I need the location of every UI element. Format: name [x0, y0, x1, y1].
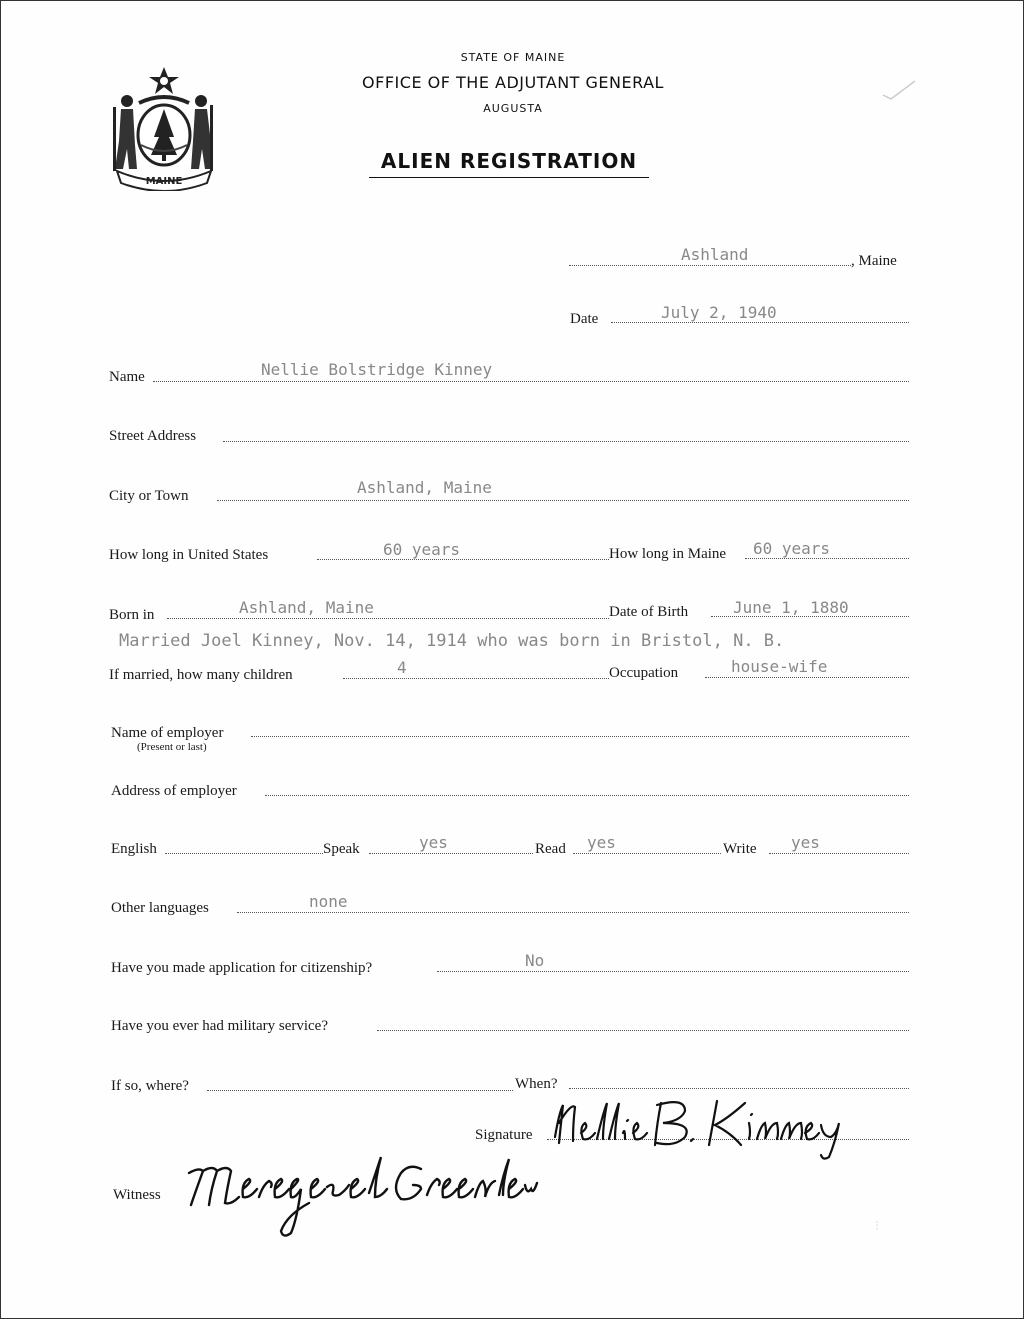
- city-town-label: City or Town: [109, 488, 189, 504]
- how-long-maine-value: 60 years: [753, 539, 831, 558]
- occupation-label: Occupation: [609, 665, 679, 681]
- date-of-birth-value: June 1, 1880: [733, 598, 849, 617]
- occupation-line: [705, 677, 909, 678]
- military-label: Have you ever had military service?: [111, 1018, 328, 1034]
- how-long-us-value: 60 years: [383, 540, 461, 559]
- town-line: [569, 265, 851, 266]
- citizenship-line: [437, 971, 909, 972]
- children-label: If married, how many children: [109, 667, 293, 683]
- city-town-line: [217, 500, 909, 501]
- english-label: English: [111, 841, 157, 857]
- name-label: Name: [109, 369, 145, 385]
- speak-label: Speak: [323, 841, 360, 857]
- how-long-us-line: [317, 559, 609, 560]
- born-in-label: Born in: [109, 607, 155, 623]
- name-line: [153, 381, 909, 382]
- born-in-value: Ashland, Maine: [239, 598, 374, 617]
- header-state: STATE OF MAINE: [460, 51, 566, 64]
- employer-line: [251, 736, 909, 737]
- employer-address-label: Address of employer: [111, 783, 237, 799]
- form-title: ALIEN REGISTRATION: [369, 149, 649, 178]
- other-languages-label: Other languages: [111, 900, 209, 916]
- header-office: OFFICE OF THE ADJUTANT GENERAL: [362, 73, 664, 92]
- maine-label: , Maine: [851, 253, 897, 269]
- military-line: [377, 1030, 909, 1031]
- employer-address-line: [265, 795, 909, 796]
- employer-label: Name of employer: [111, 725, 224, 741]
- where-line: [207, 1090, 513, 1091]
- other-languages-value: none: [309, 892, 348, 911]
- bleed-through-mark: ⁝: [875, 1219, 880, 1234]
- date-value: July 2, 1940: [661, 303, 777, 322]
- date-label: Date: [570, 311, 599, 327]
- children-value: 4: [397, 658, 407, 677]
- read-label: Read: [535, 841, 566, 857]
- how-long-maine-label: How long in Maine: [609, 546, 727, 562]
- speak-value: yes: [419, 833, 448, 852]
- write-label: Write: [723, 841, 757, 857]
- other-languages-line: [237, 912, 909, 913]
- header-city: AUGUSTA: [483, 102, 543, 115]
- town-value: Ashland: [681, 245, 749, 264]
- seal-banner-text: MAINE: [145, 176, 183, 187]
- witness-signature: [169, 1149, 539, 1241]
- how-long-maine-line: [745, 558, 909, 559]
- citizenship-label: Have you made application for citizenship?: [111, 960, 373, 976]
- english-line: [165, 853, 323, 854]
- when-label: When?: [515, 1076, 558, 1092]
- citizenship-value: No: [525, 951, 545, 970]
- write-value: yes: [791, 833, 820, 852]
- date-of-birth-label: Date of Birth: [609, 604, 689, 620]
- name-value: Nellie Bolstridge Kinney: [261, 360, 493, 379]
- born-in-line: [167, 618, 609, 619]
- write-line: [769, 853, 909, 854]
- read-line: [573, 853, 721, 854]
- speak-line: [369, 853, 533, 854]
- when-line: [569, 1088, 909, 1089]
- where-label: If so, where?: [111, 1078, 189, 1094]
- city-town-value: Ashland, Maine: [357, 478, 492, 497]
- occupation-value: house-wife: [731, 657, 828, 676]
- employer-sub-label: (Present or last): [137, 741, 207, 753]
- signature-label: Signature: [475, 1127, 533, 1143]
- street-address-line: [223, 441, 909, 442]
- children-line: [343, 678, 609, 679]
- how-long-us-label: How long in United States: [109, 547, 269, 563]
- witness-label: Witness: [113, 1187, 161, 1203]
- applicant-signature: [545, 1093, 865, 1163]
- read-value: yes: [587, 833, 616, 852]
- street-address-label: Street Address: [109, 428, 197, 444]
- marriage-note: Married Joel Kinney, Nov. 14, 1914 who was born in Bristol, N. B.: [119, 631, 785, 651]
- date-line: [611, 322, 909, 323]
